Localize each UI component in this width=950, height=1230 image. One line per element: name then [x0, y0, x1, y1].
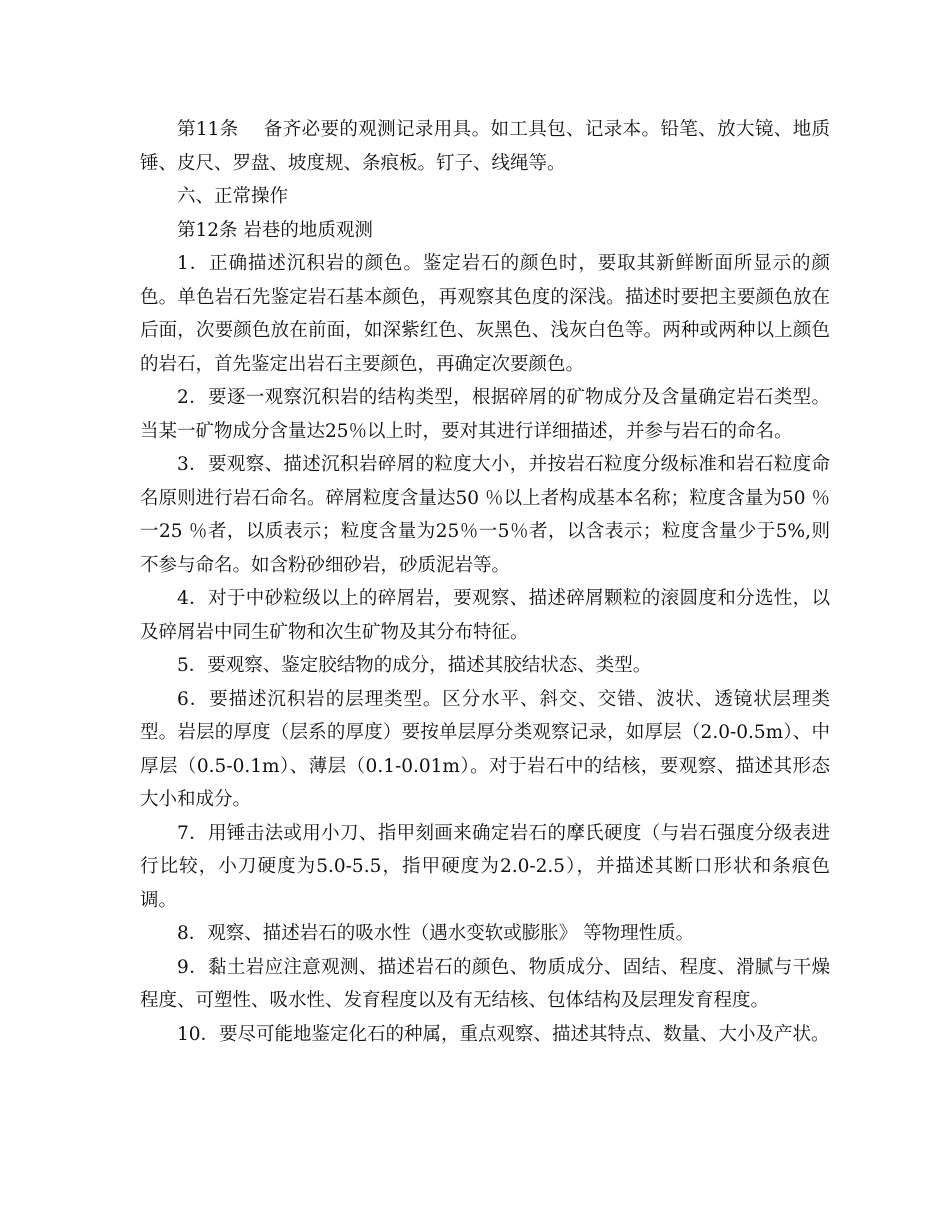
- item-8-paragraph: 8．观察、描述岩石的吸水性（遇水变软或膨胀》 等物理性质。: [177, 923, 695, 944]
- item-1-paragraph: 1．正确描述沉积岩的颜色。鉴定岩石的颜色时，要取其新鲜断面所显示的颜色。单色岩石先鉴定岩石基本颜色，再观察其色度的深浅。描述时要把主要颜色放在后面，次要颜色放在前面，如深紫红色、灰黑色、浅灰白色等。两种或两种以上颜色的岩石，首先鉴定出岩石主要颜色，再确定次要颜色。: [140, 253, 830, 375]
- item-4-paragraph: 4．对于中砂粒级以上的碎屑岩，要观察、描述碎屑颗粒的滚圆度和分选性，以及碎屑岩中同生矿物和次生矿物及其分布特征。: [140, 588, 830, 643]
- item-5-paragraph: 5．要观察、鉴定胶结物的成分，描述其胶结状态、类型。: [177, 655, 652, 676]
- item-2-paragraph: 2．要逐一观察沉积岩的结构类型，根据碎屑的矿物成分及含量确定岩石类型。当某一矿物成分含量达25％以上时，要对其进行详细描述，并参与岩石的命名。: [140, 387, 830, 442]
- item-7-paragraph: 7．用锤击法或用小刀、指甲刻画来确定岩石的摩氏硬度（与岩石强度分级表进行比较，小刀硬度为5.0-5.5，指甲硬度为2.0-2.5），并描述其断口形状和条痕色调。: [140, 822, 830, 911]
- section-heading-normal-operation: 六、正常操作: [177, 186, 289, 207]
- item-9-paragraph: 9．黏土岩应注意观测、描述岩石的颜色、物质成分、固结、程度、滑腻与干燥程度、可塑性、吸水性、发育程度以及有无结核、包体结构及层理发育程度。: [140, 956, 830, 1011]
- document-body: [140, 113, 830, 1051]
- article-12-heading: 第12条 岩巷的地质观测: [177, 219, 373, 241]
- item-6-paragraph: 6．要描述沉积岩的层理类型。区分水平、斜交、交错、波状、透镜状层理类型。岩层的厚度（层系的厚度）要按单层厚分类观察记录，如厚层（2.0-0.5m）、中厚层（0.5-0.1m）、薄层（0.1-0.01m）。对于岩石中的结核，要观察、描述其形态大小和成分。: [140, 688, 830, 810]
- item-10-paragraph: 10．要尽可能地鉴定化石的种属，重点观察、描述其特点、数量、大小及产状。: [177, 1023, 830, 1045]
- article-11-paragraph: 第11条 备齐必要的观测记录用具。如工具包、记录本。铅笔、放大镜、地质锤、皮尺、罗盘、坡度规、条痕板。钉子、线绳等。: [140, 119, 830, 174]
- item-3-paragraph: 3．要观察、描述沉积岩碎屑的粒度大小，并按岩石粒度分级标准和岩石粒度命名原则进行岩石命名。碎屑粒度含量达50 ％以上者构成基本名称；粒度含量为50 ％一25 ％者，以质表示；粒度含量为25％一5％者，以含表示；粒度含量少于5%,则不参与命名。如含粉砂细砂岩，砂质泥岩等。: [140, 454, 830, 576]
